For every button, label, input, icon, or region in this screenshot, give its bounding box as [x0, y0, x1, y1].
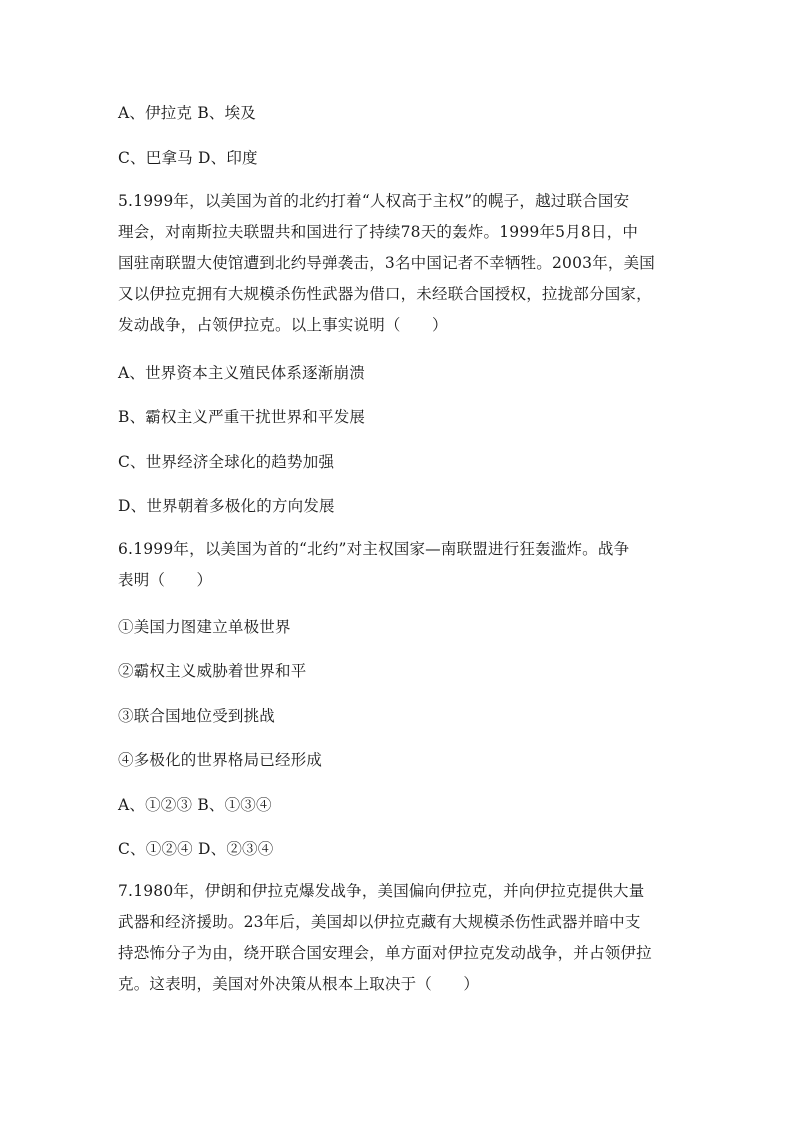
q5-stem-line: 发动战争，占领伊拉克。以上事实说明（ ） [118, 316, 448, 334]
q6-statement-2: ②霸权主义威胁着世界和平 [118, 662, 307, 680]
q4-options-ab: A、伊拉克 B、埃及 [118, 104, 257, 122]
q5-option-a: A、世界资本主义殖民体系逐渐崩溃 [118, 364, 365, 382]
q7-stem [118, 876, 666, 1000]
q6-options-cd: C、①②④ D、②③④ [118, 840, 274, 858]
q6-stem-line: 表明（ ） [118, 571, 213, 589]
q6-statement-4: ④多极化的世界格局已经形成 [118, 751, 323, 769]
q6-statement-3: ③联合国地位受到挑战 [118, 707, 276, 725]
q5-option-b: B、霸权主义严重干扰世界和平发展 [118, 408, 366, 426]
q6-statement-1: ①美国力图建立单极世界 [118, 618, 291, 636]
q6-stem [118, 534, 666, 596]
q7-stem-line: 持恐怖分子为由，绕开联合国安理会，单方面对伊拉克发动战争，并占领伊拉 [118, 944, 652, 962]
q6-stem-line: 6.1999年，以美国为首的“北约”对主权国家—南联盟进行狂轰滥炸。战争 [118, 540, 630, 558]
q5-option-d: D、世界朝着多极化的方向发展 [118, 497, 335, 515]
q5-stem-line: 又以伊拉克拥有大规模杀伤性武器为借口，未经联合国授权，拉拢部分国家， [118, 285, 652, 303]
q7-stem-line: 武器和经济援助。23年后，美国却以伊拉克藏有大规模杀伤性武器并暗中支 [118, 913, 641, 931]
q5-option-c: C、世界经济全球化的趋势加强 [118, 453, 335, 471]
q5-stem-line: 国驻南联盟大使馆遭到北约导弹袭击，3名中国记者不幸牺牲。2003年，美国 [118, 254, 656, 272]
q5-stem [118, 186, 666, 341]
q5-stem-line: 理会，对南斯拉夫联盟共和国进行了持续78天的轰炸。1999年5月8日，中 [118, 223, 639, 241]
q5-stem-line: 5.1999年，以美国为首的北约打着“人权高于主权”的幌子，越过联合国安 [118, 192, 630, 210]
q6-options-ab: A、①②③ B、①③④ [118, 796, 272, 814]
q4-options-cd: C、巴拿马 D、印度 [118, 149, 258, 167]
q7-stem-line: 克。这表明，美国对外决策从根本上取决于（ ） [118, 975, 480, 993]
q7-stem-line: 7.1980年，伊朗和伊拉克爆发战争，美国偏向伊拉克，并向伊拉克提供大量 [118, 882, 645, 900]
